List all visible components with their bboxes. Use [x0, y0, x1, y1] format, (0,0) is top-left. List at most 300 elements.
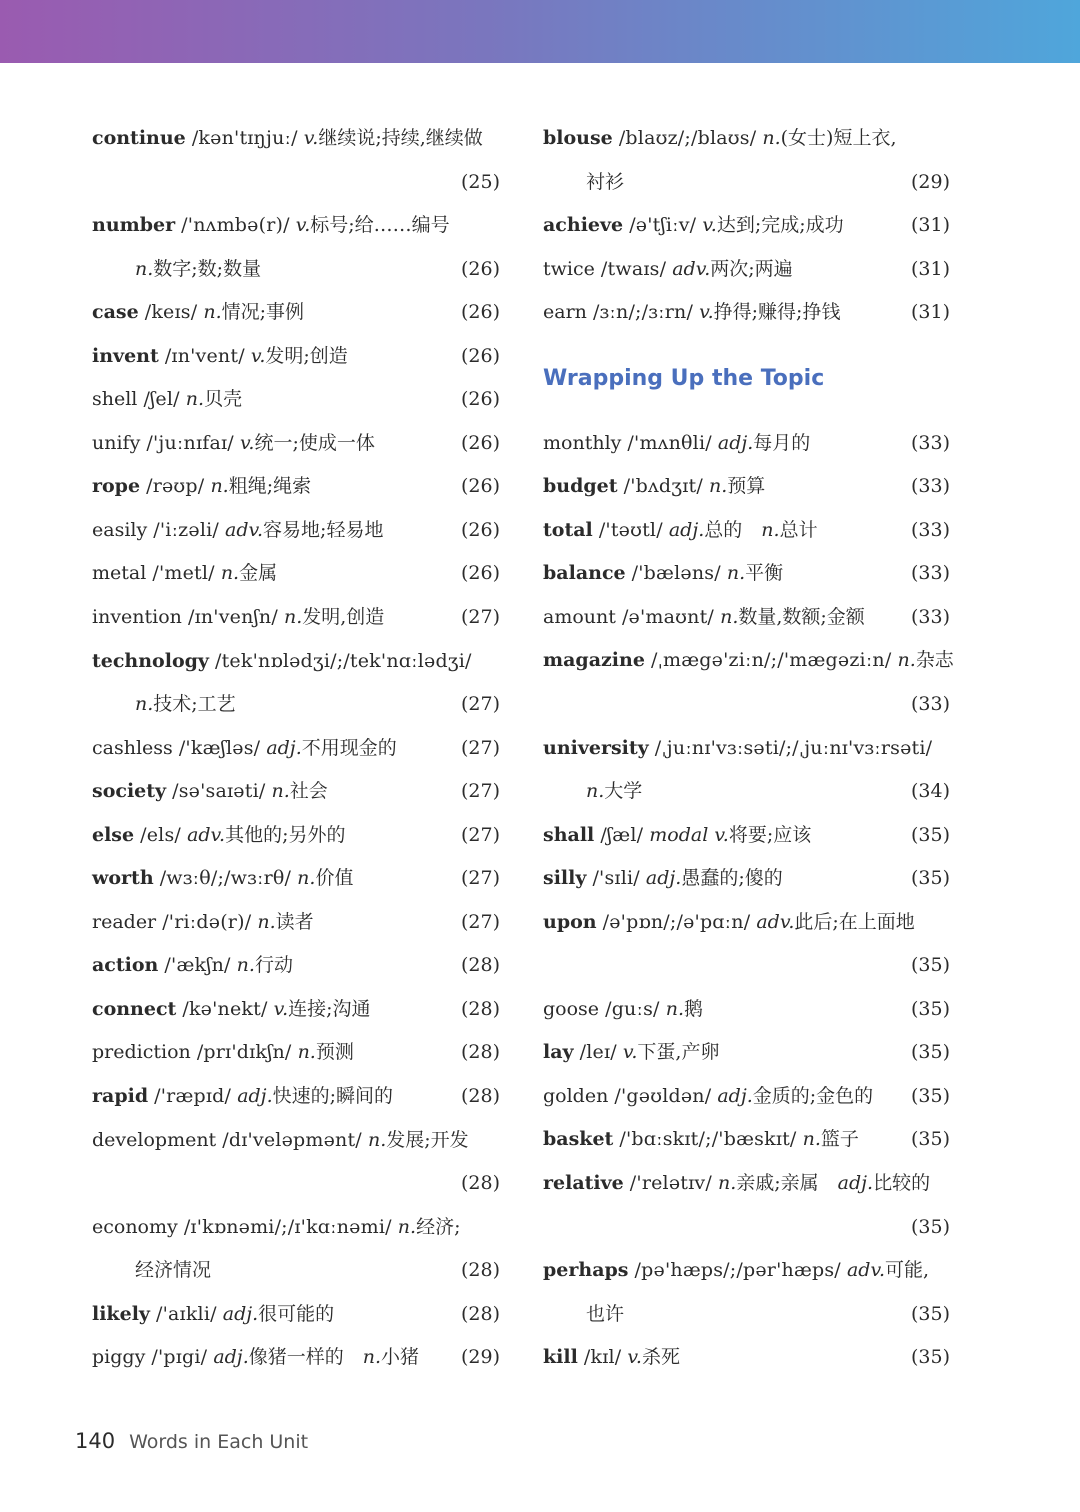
definition: 下蛋,产卵: [637, 1041, 720, 1064]
part-of-speech: n.: [271, 780, 290, 803]
phonetic: /'pɪgi/: [151, 1346, 208, 1369]
unit-page-ref: (35): [910, 1128, 950, 1151]
headword: development: [92, 1128, 217, 1151]
vocab-entry: [92, 988, 500, 1032]
entry-text: [543, 422, 810, 466]
unit-page-ref: (35): [910, 1041, 950, 1064]
entry-text: [92, 944, 293, 988]
headword: continue: [92, 127, 186, 149]
definition: 鹅: [683, 997, 703, 1020]
vocab-entry: [543, 248, 950, 292]
headword: perhaps: [543, 1259, 629, 1282]
entry-text: [543, 248, 793, 292]
definition: 统一;使成一体: [254, 431, 375, 454]
definition: 平衡: [745, 562, 784, 585]
headword: shell: [92, 388, 138, 411]
headword: society: [92, 780, 167, 803]
vocab-entry: [92, 901, 500, 945]
entry-continuation: [92, 1249, 500, 1293]
entry-text: [92, 727, 397, 771]
vocab-entry: [543, 596, 950, 640]
unit-page-ref: (27): [460, 823, 500, 846]
part-of-speech: n.: [297, 1041, 316, 1064]
vocab-entry: [92, 552, 500, 596]
part-of-speech: n.: [717, 1172, 737, 1195]
entry-text: [92, 422, 375, 466]
entry-text: [543, 1249, 929, 1293]
phonetic: /pə'hæps/;/pər'hæps/: [634, 1259, 841, 1282]
entry-text: [586, 161, 624, 205]
phonetic: /blaʊz/;/blaʊs/: [618, 127, 757, 149]
phonetic: /'mʌnθli/: [627, 431, 712, 454]
headword: magazine: [543, 649, 645, 672]
part-of-speech: adv.: [846, 1259, 885, 1282]
entry-text: [543, 727, 932, 771]
headword: metal: [92, 562, 147, 585]
headword: relative: [543, 1172, 624, 1195]
headword: rapid: [92, 1085, 149, 1108]
unit-page-ref: (26): [460, 301, 500, 324]
part-of-speech: n.: [203, 301, 222, 324]
entry-continuation: [92, 683, 500, 727]
entry-text: [92, 117, 483, 161]
phonetic: /'kæʃləs/: [178, 736, 261, 759]
phonetic: /'bæləns/: [631, 562, 721, 585]
headword: total: [543, 518, 593, 541]
part-of-speech: n.: [665, 997, 684, 1020]
part-of-speech: n.: [135, 693, 154, 716]
unit-page-ref: (25): [460, 170, 500, 193]
definition: 衬衫: [586, 170, 625, 193]
headword: golden: [543, 1084, 609, 1107]
phonetic: /ə'tʃiːv/: [629, 214, 697, 237]
vocab-entry: [92, 814, 500, 858]
definition: 标号;给……编号: [310, 214, 450, 237]
phonetic: /ə'pɒn/;/ə'pɑːn/: [602, 910, 751, 933]
unit-page-ref: (26): [460, 344, 500, 367]
definition: 连接;沟通: [288, 997, 371, 1020]
definition: 预测: [315, 1041, 354, 1064]
definition: 也许: [586, 1302, 625, 1325]
vocab-entry: [543, 204, 950, 248]
headword: economy: [92, 1215, 178, 1238]
unit-page-ref: (27): [460, 780, 500, 803]
vocab-entry: [543, 1249, 950, 1293]
page-number: 140: [75, 1429, 116, 1453]
vocab-entry: [543, 1118, 950, 1162]
unit-page-ref: (35): [910, 1084, 950, 1107]
headword: else: [92, 823, 135, 846]
unit-page-ref: (27): [460, 910, 500, 933]
vocab-entry: [92, 335, 500, 379]
headword: invent: [92, 344, 159, 367]
part-of-speech: n.: [897, 649, 916, 672]
phonetic: /'gəʊldən/: [614, 1084, 712, 1107]
part-of-speech: n.: [761, 518, 780, 541]
phonetic: /sə'saɪəti/: [172, 780, 266, 803]
unit-page-ref: (28): [460, 1085, 500, 1108]
headword: reader: [92, 910, 157, 933]
part-of-speech: adj.: [645, 867, 682, 890]
vocab-entry: [92, 1336, 500, 1380]
definition: 经济情况: [135, 1259, 212, 1282]
entry-continuation: [543, 770, 950, 814]
phonetic: /'riːdə(r)/: [162, 910, 252, 933]
definition: 贝壳: [204, 388, 243, 411]
unit-page-ref: (27): [460, 606, 500, 629]
vocab-entry: [543, 1336, 950, 1380]
headword: cashless: [92, 736, 173, 759]
headword: likely: [92, 1302, 150, 1325]
part-of-speech: n.: [708, 475, 728, 498]
entry-text: [543, 639, 954, 683]
vocab-entry: [543, 291, 950, 335]
entry-text: [92, 988, 371, 1032]
phonetic: /leɪ/: [579, 1041, 617, 1064]
phonetic: /'təʊtl/: [598, 518, 663, 541]
headword: worth: [92, 867, 154, 890]
vocab-entry: [543, 422, 950, 466]
part-of-speech: n.: [236, 954, 255, 977]
headword: lay: [543, 1041, 574, 1064]
entry-text: [543, 1075, 873, 1119]
entry-text: [92, 857, 353, 901]
phonetic: /'bɑːskɪt/;/'bæskɪt/: [619, 1128, 797, 1151]
entry-text: [92, 291, 304, 335]
entry-text: [135, 1249, 211, 1293]
vocab-entry: [543, 552, 950, 596]
vocab-entry: [92, 1293, 500, 1337]
definition: 两次;两遍: [710, 257, 793, 280]
definition: 不用现金的: [301, 736, 397, 759]
part-of-speech: n.: [257, 910, 276, 933]
phonetic: /kən'tɪŋjuː/: [191, 127, 298, 149]
headword: easily: [92, 518, 148, 541]
unit-page-ref: (31): [910, 257, 950, 280]
entry-text: [92, 814, 345, 858]
part-of-speech: adj.: [237, 1085, 273, 1108]
unit-page-ref: (29): [460, 1346, 500, 1369]
header-gradient-band: [0, 0, 1080, 63]
part-of-speech: n.: [367, 1128, 387, 1151]
entry-text: [92, 552, 277, 596]
phonetic: /'relətɪv/: [629, 1172, 712, 1195]
word-list-right-column: [543, 117, 954, 1380]
entry-text: [543, 465, 765, 509]
vocab-entry: [543, 901, 950, 945]
phonetic: /'iːzəli/: [153, 518, 219, 541]
definition: 行动: [254, 954, 293, 977]
unit-page-ref: (26): [460, 518, 500, 541]
part-of-speech: n.: [397, 1215, 417, 1238]
part-of-speech: adv.: [672, 257, 711, 280]
vocab-entry: [92, 857, 500, 901]
unit-page-ref: (35): [910, 1346, 950, 1369]
vocab-entry: [92, 1075, 500, 1119]
entry-text: [543, 552, 783, 596]
unit-page-ref: (26): [460, 257, 500, 280]
vocab-entry: [92, 509, 500, 553]
phonetic: /'sɪli/: [592, 867, 640, 890]
entry-text: [543, 857, 783, 901]
vocab-entry: [92, 291, 500, 335]
phonetic: /wɜːθ/;/wɜːrθ/: [159, 867, 292, 890]
part-of-speech: v.: [250, 344, 266, 367]
section-heading: Wrapping Up the Topic: [543, 365, 825, 391]
phonetic: /ʃæl/: [600, 823, 644, 846]
vocab-entry: [543, 117, 950, 161]
phonetic: /ə'maʊnt/: [621, 605, 715, 628]
phonetic: /rəʊp/: [146, 475, 205, 498]
phonetic: /kə'nekt/: [182, 997, 268, 1020]
unit-page-ref: (26): [460, 475, 500, 498]
headword: action: [92, 954, 159, 977]
vocab-entry: [543, 857, 950, 901]
part-of-speech: adv.: [756, 910, 795, 933]
vocab-entry: [92, 378, 500, 422]
definition: 数字;数;数量: [153, 257, 262, 280]
entry-text: [543, 117, 897, 161]
phonetic: /'nʌmbə(r)/: [181, 214, 290, 237]
definition: 数量,数额;金额: [738, 605, 865, 628]
headword: invention: [92, 606, 182, 629]
unit-page-ref: (29): [910, 170, 950, 193]
unit-page-ref: (31): [910, 301, 950, 324]
entry-text: [543, 291, 840, 335]
unit-page-ref: (35): [910, 1302, 950, 1325]
entry-text: [92, 509, 383, 553]
headword: blouse: [543, 127, 613, 149]
definition: 大学: [604, 780, 643, 803]
vocab-entry: [92, 1031, 500, 1075]
entry-text: [543, 814, 811, 858]
headword: balance: [543, 562, 626, 585]
part-of-speech: adj.: [717, 431, 754, 454]
definition: 杀死: [641, 1346, 680, 1369]
part-of-speech: adj.: [222, 1302, 259, 1325]
vocab-entry: [92, 1119, 500, 1163]
entry-text: [586, 1293, 624, 1337]
headword: budget: [543, 475, 618, 498]
vocab-entry: [543, 727, 950, 771]
part-of-speech: v.: [273, 997, 289, 1020]
vocab-entry: [92, 465, 500, 509]
vocab-entry: [92, 596, 500, 640]
entry-text: [92, 1075, 393, 1119]
entry-text: [543, 901, 915, 945]
entry-text: [92, 204, 450, 248]
unit-page-ref: (26): [460, 562, 500, 585]
entry-text: [135, 248, 261, 292]
phonetic: /kɪl/: [583, 1346, 622, 1369]
definition: 发明,创造: [302, 606, 385, 629]
entry-continuation: [92, 1162, 500, 1206]
footer-section-title: Words in Each Unit: [129, 1431, 309, 1453]
unit-page-ref: (34): [910, 780, 950, 803]
definition: 比较的: [873, 1172, 931, 1195]
part-of-speech: v.: [627, 1346, 642, 1369]
definition: 金属: [239, 562, 278, 585]
entry-text: [92, 901, 314, 945]
entry-continuation: [543, 161, 950, 205]
unit-page-ref: (33): [910, 431, 950, 454]
phonetic: /'ækʃn/: [164, 954, 231, 977]
part-of-speech: n.: [283, 606, 303, 629]
entry-text: [586, 770, 642, 814]
definition: 小猪: [381, 1346, 420, 1369]
entry-text: [92, 378, 242, 422]
entry-continuation: [92, 161, 500, 205]
headword: prediction: [92, 1041, 191, 1064]
phonetic: /ɪn'venʃn/: [187, 606, 278, 629]
vocab-entry: [92, 770, 500, 814]
unit-page-ref: (28): [460, 1259, 500, 1282]
unit-page-ref: (35): [910, 997, 950, 1020]
unit-page-ref: (28): [460, 997, 500, 1020]
part-of-speech: n.: [135, 257, 154, 280]
definition: 技术;工艺: [153, 693, 236, 716]
vocab-entry: [543, 988, 950, 1032]
definition: 价值: [315, 867, 354, 890]
phonetic: /els/: [140, 823, 182, 846]
part-of-speech: v.: [702, 214, 717, 237]
entry-text: [543, 1118, 859, 1162]
definition: 经济;: [416, 1215, 461, 1238]
headword: piggy: [92, 1346, 146, 1369]
phonetic: /ɜːn/;/ɜːrn/: [592, 301, 694, 324]
definition: 可能,: [884, 1259, 930, 1282]
entry-text: [92, 596, 384, 640]
part-of-speech: adv.: [225, 518, 264, 541]
entry-text: [543, 204, 844, 248]
phonetic: /prɪ'dɪkʃn/: [196, 1041, 292, 1064]
definition: 亲戚;亲属: [736, 1172, 819, 1195]
headword: earn: [543, 301, 587, 324]
headword: upon: [543, 910, 597, 933]
part-of-speech: n.: [210, 475, 229, 498]
vocab-entry: [92, 944, 500, 988]
definition: 总计: [779, 518, 818, 541]
part-of-speech: adj.: [668, 518, 705, 541]
definition: 篮子: [820, 1128, 859, 1151]
unit-page-ref: (35): [910, 867, 950, 890]
definition: 读者: [275, 910, 314, 933]
unit-page-ref: (28): [460, 1172, 500, 1195]
part-of-speech: n.: [726, 562, 746, 585]
headword: university: [543, 736, 649, 759]
part-of-speech: v.: [303, 127, 319, 149]
phonetic: /keɪs/: [144, 301, 198, 324]
definition: 预算: [727, 475, 766, 498]
definition: 像猪一样的: [248, 1346, 344, 1369]
phonetic: /ʃel/: [143, 388, 180, 411]
unit-page-ref: (28): [460, 1041, 500, 1064]
headword: rope: [92, 475, 141, 498]
entry-continuation: [543, 1293, 950, 1337]
entry-text: [543, 596, 865, 640]
definition: 总的: [704, 518, 743, 541]
entry-text: [92, 1031, 354, 1075]
part-of-speech: modal v.: [649, 823, 729, 846]
vocab-entry: [92, 422, 500, 466]
entry-text: [135, 683, 236, 727]
unit-page-ref: (27): [460, 693, 500, 716]
headword: case: [92, 301, 139, 324]
unit-page-ref: (35): [910, 823, 950, 846]
entry-continuation: [543, 683, 950, 727]
vocab-entry: [543, 1075, 950, 1119]
vocab-entry: [543, 639, 954, 683]
entry-continuation: [543, 944, 950, 988]
phonetic: /ˌmægə'ziːn/;/'mægəziːn/: [650, 649, 892, 672]
definition: 社会: [289, 780, 328, 803]
unit-page-ref: (26): [460, 431, 500, 454]
word-list-left-column: [92, 117, 500, 1380]
part-of-speech: adj.: [717, 1084, 753, 1107]
headword: twice: [543, 257, 595, 280]
part-of-speech: v.: [239, 431, 255, 454]
entry-text: [543, 988, 703, 1032]
part-of-speech: n.: [720, 605, 739, 628]
vocab-entry: [92, 727, 500, 771]
vocab-entry: [92, 204, 500, 248]
phonetic: /tek'nɒlədʒi/;/tek'nɑːlədʒi/: [215, 649, 472, 672]
definition: (女士)短上衣,: [780, 127, 897, 149]
part-of-speech: adj.: [837, 1172, 874, 1195]
page-footer: [75, 1424, 308, 1458]
phonetic: /ɪ'kɒnəmi/;/ɪ'kɑːnəmi/: [183, 1215, 392, 1238]
part-of-speech: n.: [762, 127, 781, 149]
part-of-speech: n.: [586, 780, 605, 803]
definition: 发明;创造: [265, 344, 348, 367]
part-of-speech: n.: [185, 388, 205, 411]
unit-page-ref: (35): [910, 954, 950, 977]
phonetic: /'aɪkli/: [156, 1302, 217, 1325]
unit-page-ref: (31): [910, 214, 950, 237]
phonetic: /'juːnɪfaɪ/: [146, 431, 234, 454]
definition: 杂志: [915, 649, 954, 672]
vocab-entry: [92, 640, 500, 684]
entry-text: [92, 1119, 469, 1163]
entry-text: [92, 770, 328, 814]
unit-page-ref: (28): [460, 1302, 500, 1325]
definition: 每月的: [753, 431, 811, 454]
phonetic: /'ræpɪd/: [154, 1085, 232, 1108]
definition: 愚蠢的;傻的: [681, 867, 783, 890]
headword: shall: [543, 823, 595, 846]
entry-text: [543, 1336, 680, 1380]
headword: kill: [543, 1346, 578, 1369]
definition: 快速的;瞬间的: [272, 1085, 394, 1108]
phonetic: /'bʌdʒɪt/: [623, 475, 703, 498]
headword: goose: [543, 997, 600, 1020]
definition: 很可能的: [258, 1302, 335, 1325]
entry-text: [92, 1293, 334, 1337]
vocab-entry: [543, 1162, 950, 1206]
phonetic: /ˌjuːnɪ'vɜːsəti/;/ˌjuːnɪ'vɜːrsəti/: [654, 736, 933, 759]
vocab-entry: [543, 465, 950, 509]
definition: 容易地;轻易地: [263, 518, 384, 541]
part-of-speech: adv.: [187, 823, 226, 846]
part-of-speech: n.: [220, 562, 240, 585]
unit-page-ref: (33): [910, 605, 950, 628]
definition: 发展;开发: [386, 1128, 469, 1151]
entry-text: [543, 1031, 719, 1075]
headword: monthly: [543, 431, 622, 454]
part-of-speech: v.: [295, 214, 311, 237]
definition: 此后;在上面地: [794, 910, 915, 933]
unit-page-ref: (35): [910, 1215, 950, 1238]
